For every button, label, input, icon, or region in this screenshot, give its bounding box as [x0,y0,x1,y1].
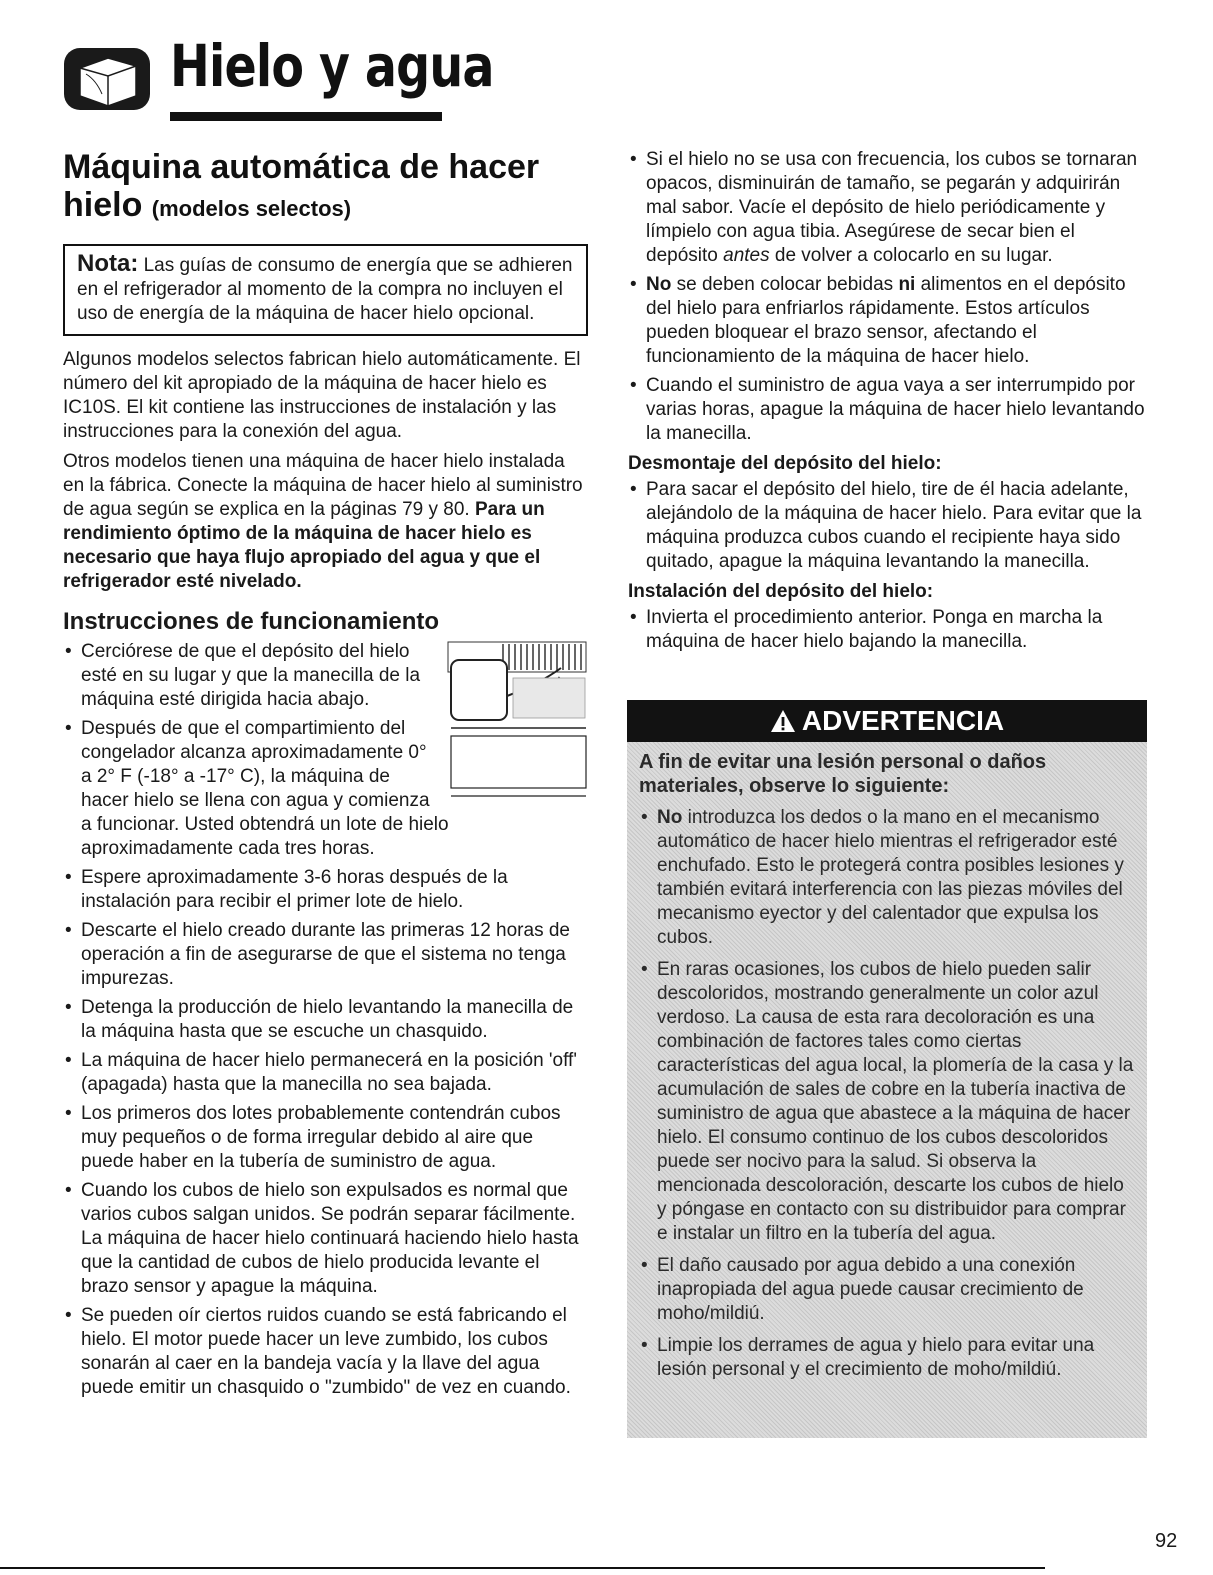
list-item: • Espere aproximadamente 3-6 horas después de la instalación para recibir el primer lote de hielo. [63,866,588,914]
ice-bucket-icon [62,44,152,114]
list-item-text: Si el hielo no se usa con frecuencia, los cubos se tornaran opacos, disminuirán de tamaño, se pegarán y adquirirán mal sabor. Vacíe el depósito de hielo periódicamente y límpielo con agua tibia. Asegúrese de secar bien el depósito [646,149,1138,266]
care-list [628,148,1148,446]
section-title [63,148,588,228]
section-title-main: Máquina automática de hacer hielo [63,148,540,224]
page-title: Hielo y agua [170,32,494,100]
list-item: • Se pueden oír ciertos ruidos cuando se está fabricando el hielo. El motor puede hacer un leve zumbido, los cubos sonarán al caer en la bandeja vacía y la llave del agua puede emitir un chasquido o "zumbido" de vez en cuando. [63,1304,588,1400]
emphasis-text: No [646,274,672,295]
list-item: • Para sacar el depósito del hielo, tire de él hacia adelante, alejándolo de la máquina de hacer hielo. Para evitar que la máquina produzca cubos cuando el recipiente haya sido quitado, apague la máquina levantando la manecilla. [628,478,1148,574]
list-item: • El daño causado por agua debido a una conexión inapropiada del agua puede causar crecimiento de moho/mildiú. [639,1254,1135,1326]
list-item [628,273,1148,369]
emphasis-text: antes [723,245,770,266]
list-item: • Después de que el compartimiento del congelador alcanza aproximadamente 0° a 2° F (-18° a -17° C), la máquina de hacer hielo se llena con agua y comienza a funcionar. Usted obtendrá un lote de hielo aproximadamente cada tres horas. [63,717,588,861]
list-item: • En raras ocasiones, los cubos de hielo pueden salir descoloridos, mostrando generalmente un color azul verdoso. La causa de esta rara decoloración es una combinación de factores tales como ciertas características del agua local, la plomería de la casa y la acumulación de sales de cobre en la tubería inactiva de suministro de agua que abastece a la máquina de hacer hielo. El consumo continuo de los cubos descoloridos puede ser nocivo para la salud. Si observa la mencionada descoloración, descarte los cubos de hielo y póngase en contacto con su distribuidor para comprar e instalar un filtro en la tubería del agua. [639,958,1135,1246]
factory-paragraph-bold: Para un rendimiento óptimo de la máquina de hacer hielo es necesario que haya flujo apropiado del agua y que el refrigerador esté nivelado. [63,499,545,592]
list-item: • Cuando los cubos de hielo son expulsados es normal que varios cubos salgan unidos. Se podrán separar fácilmente. La máquina de hacer hielo continuará haciendo hielo hasta que la cantidad de cubos de hielo producida levante el brazo sensor y apague la máquina. [63,1179,588,1299]
note-label: Nota: [77,250,139,277]
list-item: • Cuando el suministro de agua vaya a ser interrumpido por varias horas, apague la máquina de hacer hielo levantando la manecilla. [628,374,1148,446]
install-heading: Instalación del depósito del hielo: [628,581,934,602]
intro-paragraph: Algunos modelos selectos fabrican hielo automáticamente. El número del kit apropiado de la máquina de hacer hielo es IC10S. El kit contiene las instrucciones de instalación y las instrucciones para la conexión del agua. [63,349,581,442]
instructions-heading: Instrucciones de funcionamiento [63,608,440,635]
list-item-text: Cerciórese de que el depósito del hielo esté en su lugar y que la manecilla de la máquina esté dirigida hacia abajo. [81,641,421,710]
emphasis-text: ni [898,274,916,295]
removal-heading: Desmontaje del depósito del hielo: [628,453,942,474]
factory-paragraph [63,450,588,594]
list-item-text: se deben colocar bebidas [671,274,899,295]
list-item-text: alimentos en el depósito del hielo para enfriarlos rápidamente. Estos artículos pueden bloquear el brazo sensor, afectando el funcionamiento de la máquina de hacer hielo. [646,274,1126,367]
list-item [628,148,1148,268]
warning-list [639,806,1135,1382]
note-box [63,244,588,336]
title-underline [170,112,442,121]
warning-lead: A fin de evitar una lesión personal o daños materiales, observe lo siguiente: [639,751,1047,797]
page-number: 92 [1155,1530,1178,1552]
warning-box [627,700,1147,1438]
list-item: • Detenga la producción de hielo levantando la manecilla de la máquina hasta que se escuche un chasquido. [63,996,588,1044]
left-column [63,148,588,1405]
note-text: Las guías de consumo de energía que se adhieren en el refrigerador al momento de la compra no incluyen el uso de energía de la máquina de hacer hielo opcional. [77,255,573,324]
bottom-rule [0,1567,1045,1569]
warning-title: ADVERTENCIA [801,705,1005,736]
warning-triangle-icon [770,709,796,733]
list-item: • Invierta el procedimiento anterior. Ponga en marcha la máquina de hacer hielo bajando la manecilla. [628,606,1148,654]
section-title-sub: (modelos selectos) [151,196,352,221]
list-item: • Los primeros dos lotes probablemente contendrán cubos muy pequeños o de forma irregular debido al aire que puede haber en la tubería de suministro de agua. [63,1102,588,1174]
list-item [63,640,588,712]
right-column [628,148,1148,659]
list-item-text: de volver a colocarlo en su lugar. [769,245,1053,266]
instructions-list [63,640,588,1400]
list-item: • Limpie los derrames de agua y hielo para evitar una lesión personal y el crecimiento de moho/mildiú. [639,1334,1135,1382]
list-item [639,806,1135,950]
factory-paragraph-text: Otros modelos tienen una máquina de hacer hielo instalada en la fábrica. Conecte la máquina de hacer hielo al suministro de agua según se explica en la páginas 79 y 80. [63,451,583,520]
warning-header [627,700,1147,742]
list-item: • La máquina de hacer hielo permanecerá en la posición 'off' (apagada) hasta que la manecilla no sea bajada. [63,1049,588,1097]
list-item-text: introduzca los dedos o la mano en el mecanismo automático de hacer hielo mientras el refrigerador esté enchufado. Esto le protegerá contra posibles lesiones y también evitará interferencia con las piezas móviles del mecanismo eyector y del calentador que expulsa los cubos. [657,807,1124,948]
install-list [628,606,1148,654]
warning-body [627,742,1147,1382]
removal-list [628,478,1148,574]
emphasis-text: No [657,807,683,828]
list-item: • Descarte el hielo creado durante las primeras 12 horas de operación a fin de asegurarse de que el sistema no tenga impurezas. [63,919,588,991]
